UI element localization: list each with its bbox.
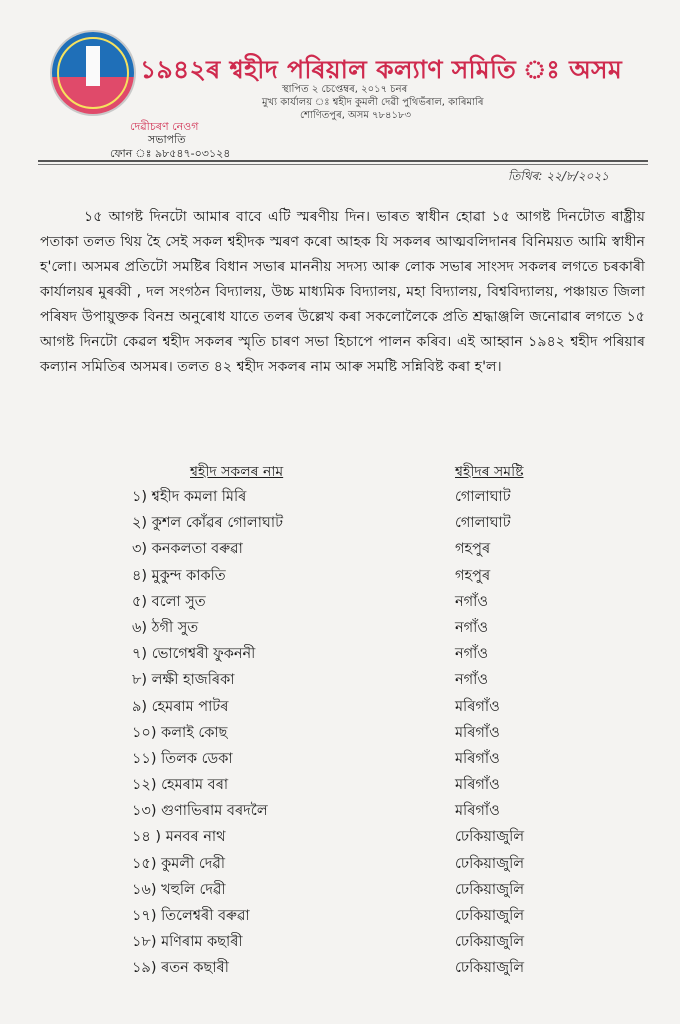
- martyr-name: ১১) তিলক ডেকা: [132, 750, 233, 767]
- martyr-name: ১৬) খহুলি দেৱী: [132, 881, 226, 898]
- martyr-constituency: ঢেকিয়াজুলি: [455, 881, 525, 898]
- list-item: [0, 905, 680, 931]
- martyr-name: ৬) ঠগী সুত: [132, 619, 199, 636]
- postal-address: শোণিতপুৰ, অসম ৭৮৪১৮৩: [300, 110, 412, 121]
- martyr-name: ৫) বলো সুত: [132, 593, 206, 610]
- established-date: স্থাপিত ২ চেপ্তেম্বৰ, ২০১৭ চনৰ: [282, 84, 408, 95]
- martyr-constituency: ঢেকিয়াজুলি: [455, 934, 525, 951]
- martyr-name: ১৭) তিলেশ্বৰী বৰুৱা: [132, 908, 250, 924]
- martyr-constituency: মৰিগাঁও: [455, 803, 500, 820]
- letter-date: তিথিৰ: ২২/৮/২০২১: [508, 169, 609, 183]
- martyr-name: ১৮) মণিৰাম কছাৰী: [132, 934, 243, 951]
- martyrs-list: [0, 486, 680, 984]
- martyr-name: ১৯) ৰতন কছাৰী: [132, 960, 229, 977]
- office-address: মুখ্য কাৰ্যালয় ঃ শ্বহীদ কুমলী দেৱী পুথিভঁৰাল, কাৰিমাৰি: [262, 97, 484, 108]
- martyr-name: ৪) মুকুন্দ কাকতি: [132, 567, 226, 584]
- list-item: [0, 669, 680, 695]
- martyr-constituency: ঢেকিয়াজুলি: [455, 908, 525, 924]
- letter-body: [40, 205, 645, 380]
- martyr-constituency: গোলাঘাট: [455, 515, 511, 532]
- martyr-constituency: মৰিগাঁও: [455, 750, 500, 767]
- divider: [38, 164, 648, 165]
- martyr-name: ১০) কলাই কোছ: [132, 724, 228, 741]
- martyr-constituency: নগাঁও: [455, 619, 489, 636]
- divider: [38, 160, 648, 162]
- body-paragraph: ১৫ আগষ্ট দিনটো আমাৰ বাবে এটি স্মৰণীয় দিন। ভাৰত স্বাধীন হোৱা ১৫ আগষ্ট দিনটোত ৰাষ্ট্ৰীয় পতাকা তলত থিয় হৈ সেই সকল শ্বহীদক স্মৰণ কৰো আহক যি সকলৰ আত্মবলিদানৰ বিনিময়ত আমি স্বাধীন হ'লো। অসমৰ প্ৰতিটো সমষ্টিৰ বিধান সভাৰ মাননীয় সদস্য আৰু লোক সভাৰ সাংসদ সকলৰ লগতে চৰকাৰী কাৰ্যালয়ৰ মুৰব্বী , দল সংগঠন বিদ্যালয়, উচ্চ মাধ্যমিক বিদ্যালয়, মহা বিদ্যালয়, বিশ্ববিদ্যালয়, পঞ্চায়ত জিলা পৰিষদ উপায়ুক্তক বিনম্ৰ অনুৰোধ যাতে তলৰ উল্লেখ কৰা সকলোলৈকে প্ৰতি শ্ৰদ্ধাঞ্জলি জনোৱাৰ লগতে ১৫ আগষ্ট দিনটো কেৱল শ্বহীদ সকলৰ স্মৃতি চাৰণ সভা হিচাপে পালন কৰিব। এই আহ্বান ১৯৪২ শ্বহীদ পৰিয়াৰ কল্যান সমিতিৰ অসমৰ। তলত ৪২ শ্বহীদ সকলৰ নাম আৰু সমষ্টি সন্নিবিষ্ট কৰা হ'ল।: [40, 209, 645, 375]
- list-item: [0, 957, 680, 983]
- martyr-constituency: গোলাঘাট: [455, 489, 511, 505]
- martyr-constituency: মৰিগাঁও: [455, 777, 500, 794]
- constituency-column-header: শ্বহীদৰ সমষ্টি: [455, 464, 524, 480]
- martyr-constituency: ঢেকিয়াজুলি: [455, 829, 525, 846]
- list-item: [0, 643, 680, 669]
- martyr-name: ১৪ ) মনবৰ নাথ: [132, 829, 226, 846]
- martyr-constituency: মৰিগাঁও: [455, 724, 500, 741]
- martyr-name: ৩) কনকলতা বৰুৱা: [132, 541, 243, 558]
- list-item: [0, 565, 680, 591]
- president-title: সভাপতি: [148, 133, 186, 146]
- list-item: [0, 617, 680, 643]
- martyr-constituency: গহপুৰ: [455, 567, 491, 584]
- martyr-name: ১২) হেমৰাম বৰা: [132, 777, 229, 794]
- names-column-header: শ্বহীদ সকলৰ নাম: [190, 464, 284, 480]
- martyr-name: ১) শ্বহীদ কমলা মিৰি: [132, 489, 247, 505]
- martyr-constituency: নগাঁও: [455, 672, 489, 689]
- martyr-name: ৭) ভোগেশ্বৰী ফুকননী: [132, 646, 256, 663]
- martyr-name: ৯) হেমৰাম পাটৰ: [132, 698, 229, 715]
- list-item: [0, 486, 680, 512]
- list-item: [0, 748, 680, 774]
- president-name: দেৱীচৰণ নেওগ: [130, 120, 199, 133]
- martyr-name: ২) কুশল কোঁৱৰ গোলাঘাট: [132, 515, 283, 532]
- list-item: [0, 538, 680, 564]
- list-item: [0, 853, 680, 879]
- organization-logo: [50, 30, 136, 116]
- martyr-constituency: গহপুৰ: [455, 541, 491, 558]
- martyr-constituency: নগাঁও: [455, 646, 489, 663]
- list-item: [0, 879, 680, 905]
- list-item: [0, 696, 680, 722]
- martyr-name: ৮) লক্ষী হাজৰিকা: [132, 672, 235, 689]
- organization-title: ১৯৪২ৰ শ্বহীদ পৰিয়াল কল্যাণ সমিতি ঃ অসম: [140, 55, 623, 84]
- letterhead: [0, 0, 680, 200]
- martyr-name: ১৩) গুণাভিৰাম বৰদলৈ: [132, 803, 268, 820]
- list-item: [0, 591, 680, 617]
- martyr-constituency: মৰিগাঁও: [455, 698, 500, 715]
- list-item: [0, 722, 680, 748]
- list-item: [0, 512, 680, 538]
- list-item: [0, 774, 680, 800]
- list-item: [0, 800, 680, 826]
- phone-number: ফোন ঃ ৯৮৫৪৭-০৩১২৪: [110, 147, 231, 160]
- martyr-name: ১৫) কুমলী দেৱী: [132, 855, 225, 872]
- martyr-constituency: ঢেকিয়াজুলি: [455, 960, 525, 977]
- martyr-constituency: নগাঁও: [455, 593, 489, 610]
- martyr-constituency: ঢেকিয়াজুলি: [455, 855, 525, 872]
- list-item: [0, 931, 680, 957]
- list-item: [0, 826, 680, 852]
